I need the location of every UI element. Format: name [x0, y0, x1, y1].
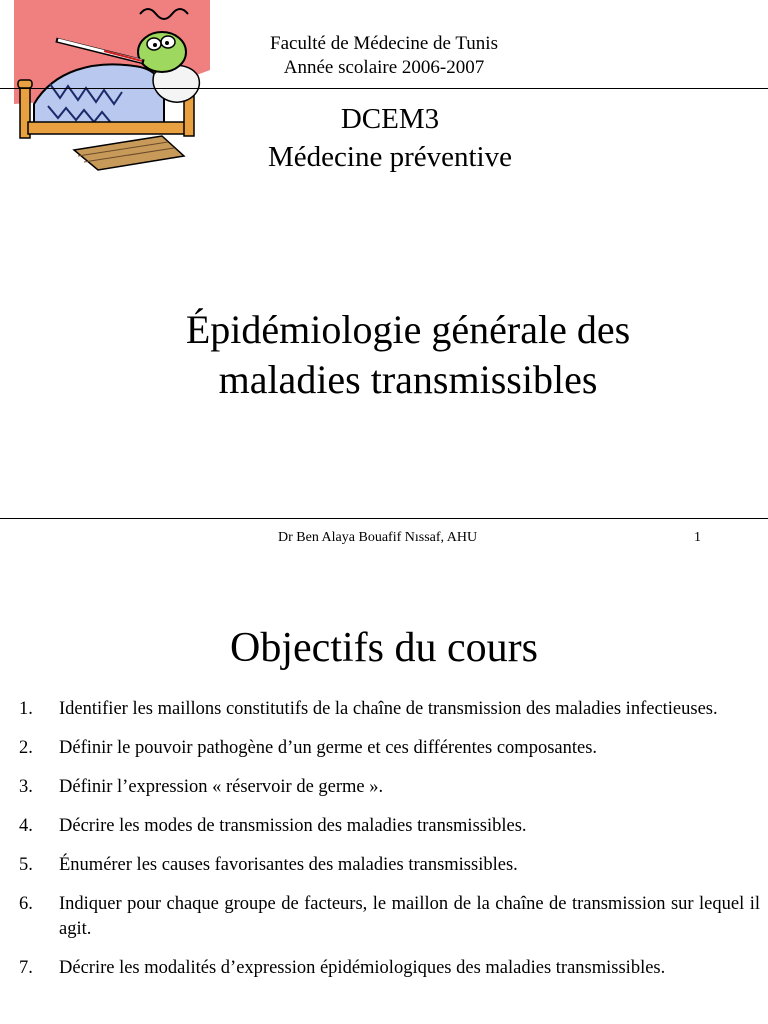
objective-number: 1.	[19, 699, 33, 719]
course-block	[220, 100, 560, 176]
objective-number: 2.	[19, 738, 33, 758]
objectives-heading: Objectifs du cours	[230, 625, 538, 671]
course-name: Médecine préventive	[268, 141, 512, 173]
course-code: DCEM3	[340, 103, 440, 135]
objective-item	[0, 775, 768, 800]
objective-item	[0, 853, 768, 878]
objective-item	[0, 736, 768, 761]
objective-item	[0, 814, 768, 839]
header-divider	[0, 88, 768, 89]
institution-name: Faculté de Médecine de Tunis	[270, 33, 498, 54]
footer-author: Dr Ben Alaya Bouafif Nıssaf, AHU	[278, 530, 478, 545]
objective-number: 5.	[19, 855, 33, 875]
slide-title-line2: maladies transmissibles	[218, 357, 598, 402]
objective-text: Indiquer pour chaque groupe de facteurs, le maillon de la chaîne de transmission sur lequel il agit.	[59, 894, 760, 939]
institution-block	[224, 32, 544, 80]
objective-text: Décrire les modalités d’expression épidémiologiques des maladies transmissibles.	[59, 958, 666, 978]
page-number: 1	[694, 530, 701, 545]
objective-number: 3.	[19, 777, 33, 797]
academic-year: Année scolaire 2006-2007	[283, 57, 485, 78]
objective-item	[0, 892, 768, 942]
objective-text: Définir le pouvoir pathogène d’un germe et ces différentes composantes.	[59, 738, 598, 758]
objective-text: Définir l’expression « réservoir de germe ».	[59, 777, 384, 797]
objective-text: Identifier les maillons constitutifs de la chaîne de transmission des maladies infectieuses.	[59, 699, 718, 719]
objective-text: Énumérer les causes favorisantes des maladies transmissibles.	[59, 855, 518, 875]
objective-number: 4.	[19, 816, 33, 836]
objective-item	[0, 956, 768, 981]
slide-title-line1: Épidémiologie générale des	[185, 307, 631, 352]
objectives-list	[0, 697, 768, 995]
objective-number: 6.	[19, 894, 33, 914]
slide-title	[80, 305, 736, 405]
objective-item	[0, 697, 768, 722]
objective-text: Décrire les modes de transmission des maladies transmissibles.	[59, 816, 527, 836]
objective-number: 7.	[19, 958, 33, 978]
footer-divider	[0, 518, 768, 519]
